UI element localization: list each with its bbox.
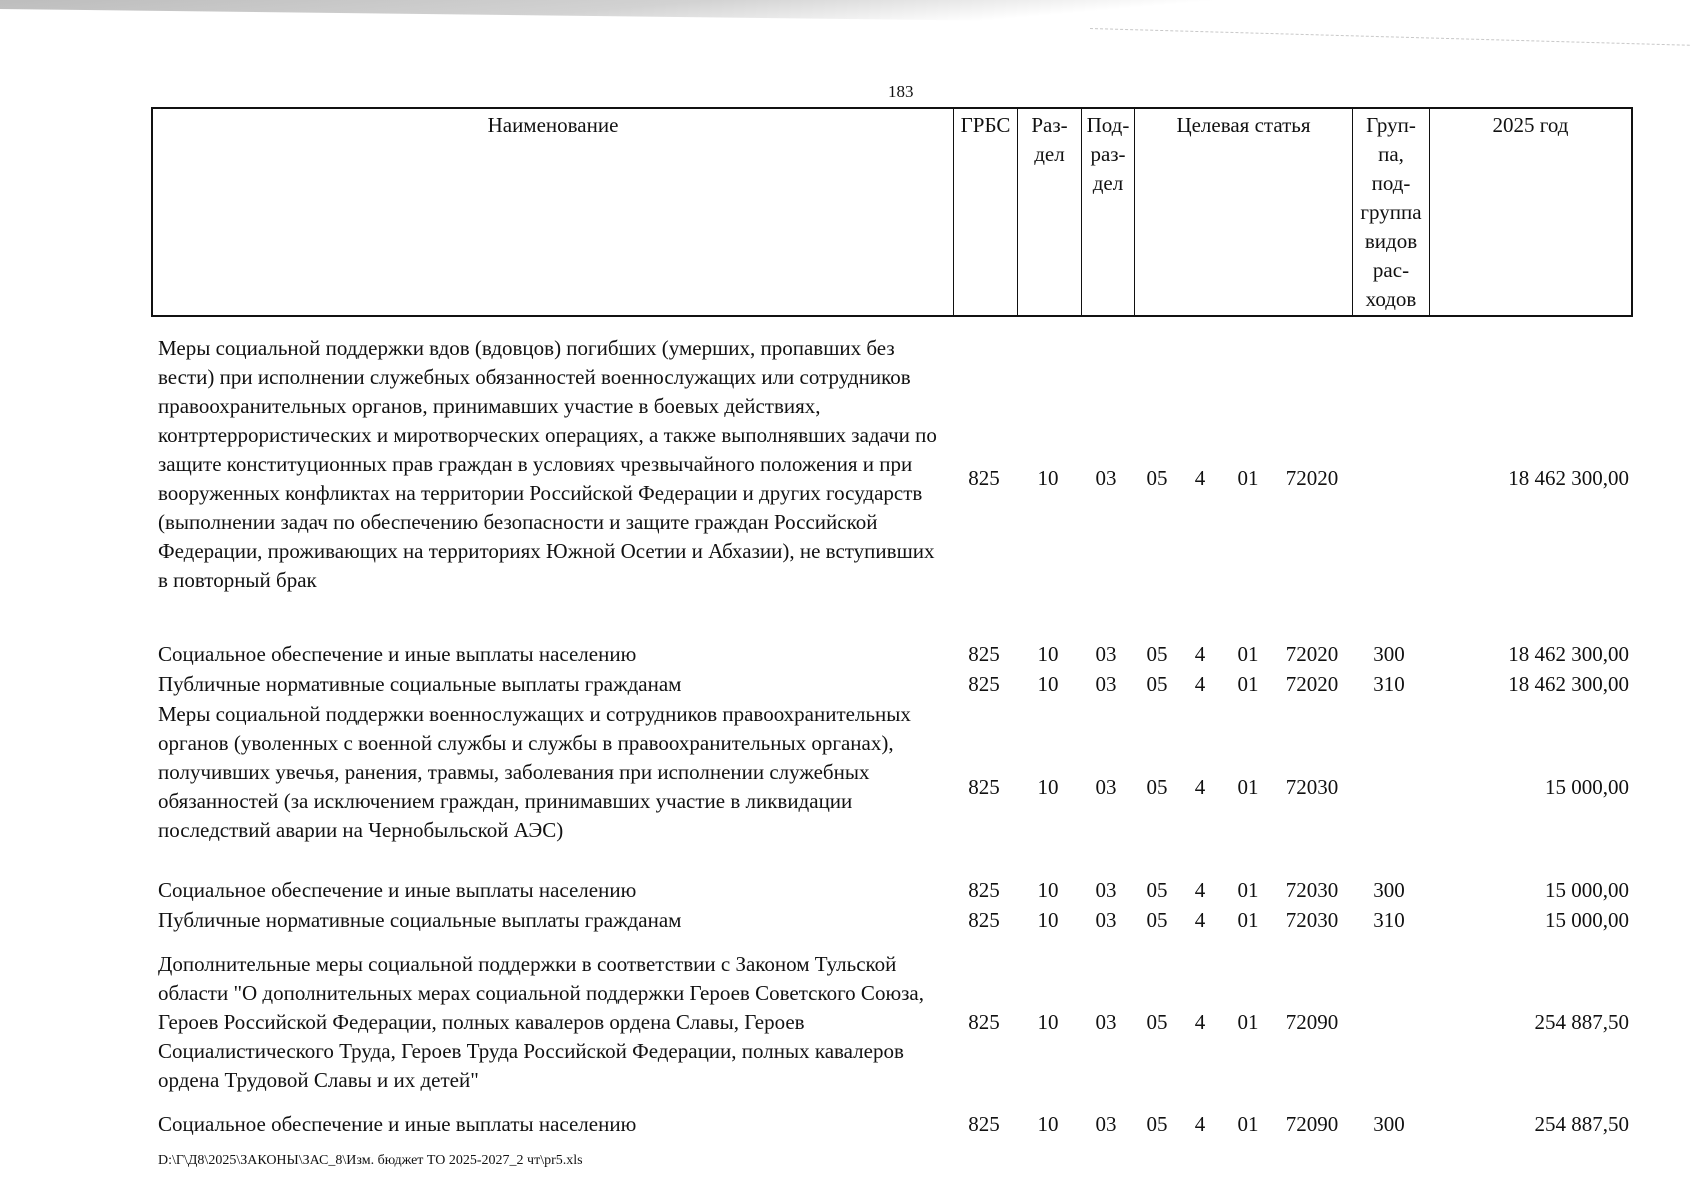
row-celevaya-4: 72030 xyxy=(1285,775,1339,799)
row-name: Меры социальной поддержки вдов (вдовцов) погибших (умерших, пропавших без вести) при исполнении служебных обязанностей военнослужащих или сотрудников правоохранительных органов, принимавших участие в боевых действиях, контртеррористических и миротворческих операциях, а также выполнявших задачи по защите конституционных прав граждан в условиях чрезвычайного положения и при вооруженных конфликтах на территории Российской Федерации и других государств (выполнении задач по обеспечению безопасности и защите граждан Российской Федерации, проживающих на территориях Южной Осетии и Абхазии), не вступивших в повторный брак xyxy=(158,336,937,592)
row-grbs: 825 xyxy=(968,672,1000,696)
row-celevaya-1: 05 xyxy=(1146,775,1168,799)
row-gruppa: 300 xyxy=(1373,878,1405,902)
row-podrazdel: 03 xyxy=(1095,908,1117,932)
header-celevaya-statya: Целевая статья xyxy=(1135,109,1353,315)
row-celevaya-3: 01 xyxy=(1237,672,1259,696)
row-celevaya-2: 4 xyxy=(1194,642,1206,666)
row-amount: 254 887,50 xyxy=(1534,1010,1629,1034)
row-grbs: 825 xyxy=(968,1010,1000,1034)
row-gruppa: 310 xyxy=(1373,672,1405,696)
row-podrazdel: 03 xyxy=(1095,642,1117,666)
row-razdel: 10 xyxy=(1037,642,1059,666)
row-celevaya-4: 72020 xyxy=(1285,672,1339,696)
row-amount: 254 887,50 xyxy=(1534,1112,1629,1136)
row-celevaya-3: 01 xyxy=(1237,1112,1259,1136)
row-celevaya-4: 72020 xyxy=(1285,466,1339,490)
row-celevaya-3: 01 xyxy=(1237,775,1259,799)
row-celevaya-3: 01 xyxy=(1237,908,1259,932)
row-celevaya-3: 01 xyxy=(1237,878,1259,902)
row-celevaya-4: 72090 xyxy=(1285,1010,1339,1034)
page-number: 183 xyxy=(888,82,914,101)
row-celevaya-2: 4 xyxy=(1194,672,1206,696)
row-celevaya-4: 72090 xyxy=(1285,1112,1339,1136)
row-celevaya-1: 05 xyxy=(1146,1010,1168,1034)
row-grbs: 825 xyxy=(968,1112,1000,1136)
header-name: Наименование xyxy=(153,109,954,315)
row-celevaya-2: 4 xyxy=(1194,775,1206,799)
header-grbs: ГРБС xyxy=(954,109,1018,315)
row-name: Публичные нормативные социальные выплаты гражданам xyxy=(158,908,682,932)
row-podrazdel: 03 xyxy=(1095,1112,1117,1136)
row-name: Социальное обеспечение и иные выплаты населению xyxy=(158,878,637,902)
row-amount: 18 462 300,00 xyxy=(1508,642,1629,666)
row-amount: 18 462 300,00 xyxy=(1508,466,1629,490)
row-name: Дополнительные меры социальной поддержки в соответствии с Законом Тульской области "О дополнительных мерах социальной поддержки Героев Советского Союза, Героев Российской Федерации, полных кавалеров ордена Славы, Героев Социалистического Труда, Героев Труда Российской Федерации, полных кавалеров ордена Трудовой Славы и их детей" xyxy=(158,952,924,1092)
row-celevaya-3: 01 xyxy=(1237,466,1259,490)
row-celevaya-3: 01 xyxy=(1237,642,1259,666)
row-celevaya-4: 72020 xyxy=(1285,642,1339,666)
row-celevaya-2: 4 xyxy=(1194,878,1206,902)
row-grbs: 825 xyxy=(968,466,1000,490)
row-celevaya-2: 4 xyxy=(1194,908,1206,932)
row-celevaya-4: 72030 xyxy=(1285,908,1339,932)
row-podrazdel: 03 xyxy=(1095,466,1117,490)
row-podrazdel: 03 xyxy=(1095,775,1117,799)
row-grbs: 825 xyxy=(968,642,1000,666)
row-grbs: 825 xyxy=(968,908,1000,932)
row-amount: 15 000,00 xyxy=(1545,775,1629,799)
row-amount: 15 000,00 xyxy=(1545,908,1629,932)
row-celevaya-2: 4 xyxy=(1194,1010,1206,1034)
row-razdel: 10 xyxy=(1037,1112,1059,1136)
row-razdel: 10 xyxy=(1037,775,1059,799)
row-celevaya-2: 4 xyxy=(1194,1112,1206,1136)
row-grbs: 825 xyxy=(968,775,1000,799)
row-celevaya-1: 05 xyxy=(1146,1112,1168,1136)
row-razdel: 10 xyxy=(1037,1010,1059,1034)
row-gruppa: 300 xyxy=(1373,1112,1405,1136)
row-celevaya-1: 05 xyxy=(1146,672,1168,696)
header-razdel: Раз- дел xyxy=(1018,109,1082,315)
row-razdel: 10 xyxy=(1037,878,1059,902)
row-name: Публичные нормативные социальные выплаты гражданам xyxy=(158,672,682,696)
row-celevaya-3: 01 xyxy=(1237,1010,1259,1034)
row-celevaya-2: 4 xyxy=(1194,466,1206,490)
row-name: Меры социальной поддержки военнослужащих и сотрудников правоохранительных органов (уволенных с военной службы и службы в правоохранительных органах), получивших увечья, ранения, травмы, заболевания при исполнении служебных обязанностей (за исключением граждан, принимавших участие в ликвидации последствий аварии на Чернобыльской АЭС) xyxy=(158,702,911,842)
row-podrazdel: 03 xyxy=(1095,672,1117,696)
row-razdel: 10 xyxy=(1037,672,1059,696)
row-name: Социальное обеспечение и иные выплаты населению xyxy=(158,1112,637,1136)
row-grbs: 825 xyxy=(968,878,1000,902)
row-podrazdel: 03 xyxy=(1095,1010,1117,1034)
file-path-footer: D:\Г\Д8\2025\ЗАКОНЫ\ЗАС_8\Изм. бюджет ТО 2025-2027_2 чт\pr5.xls xyxy=(158,1153,583,1168)
row-celevaya-4: 72030 xyxy=(1285,878,1339,902)
row-podrazdel: 03 xyxy=(1095,878,1117,902)
row-celevaya-1: 05 xyxy=(1146,642,1168,666)
row-name: Социальное обеспечение и иные выплаты населению xyxy=(158,642,637,666)
row-celevaya-1: 05 xyxy=(1146,908,1168,932)
row-celevaya-1: 05 xyxy=(1146,466,1168,490)
row-celevaya-1: 05 xyxy=(1146,878,1168,902)
row-gruppa: 310 xyxy=(1373,908,1405,932)
row-razdel: 10 xyxy=(1037,908,1059,932)
header-gruppa: Груп- па, под- группа видов рас- ходов xyxy=(1353,109,1430,315)
row-gruppa: 300 xyxy=(1373,642,1405,666)
row-razdel: 10 xyxy=(1037,466,1059,490)
row-amount: 18 462 300,00 xyxy=(1508,672,1629,696)
header-podrazdel: Под- раз- дел xyxy=(1082,109,1135,315)
header-year: 2025 год xyxy=(1492,113,1569,137)
row-amount: 15 000,00 xyxy=(1545,878,1629,902)
